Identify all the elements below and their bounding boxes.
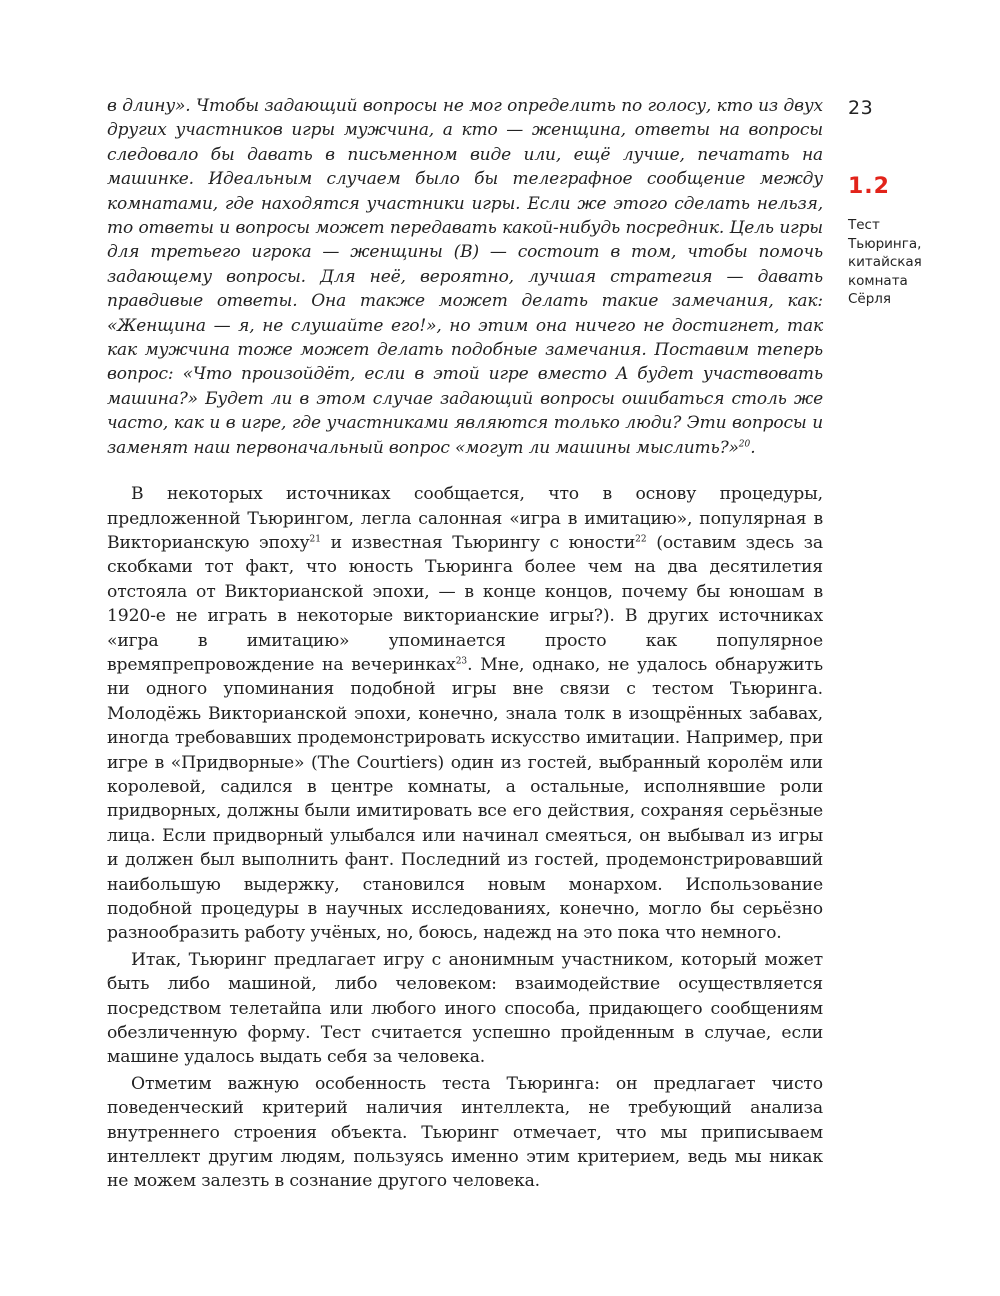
footnote-ref-20[interactable]: 20 [738, 439, 751, 450]
footnote-ref-23[interactable]: 23 [455, 656, 468, 667]
paragraph-anonymous-participant: Итак, Тьюринг предлагает игру с анонимным участником, который может быть либо машиной, либо человеком: взаимодействие осуществляется посредством телетайпа или любого иного способа, придающего сообщениям обезличенную форму. Тест считается успешно пройденным в случае, если машине удалось выдать себя за человека. [107, 949, 823, 1068]
paragraph-behavioral-criterion: Отметим важную особенность теста Тьюринга: он предлагает чисто поведенческий критерий наличия интеллекта, не требующий анализа внутреннего строения объекта. Тьюринг отмечает, что мы приписываем интеллект другим людям, пользуясь именно этим критерием, ведь мы никак не можем залезть в сознание другого человека. [107, 1073, 823, 1192]
margin-sidebar [848, 96, 958, 309]
footnote-ref-22[interactable]: 22 [635, 534, 647, 545]
paragraph-text: (оставим здесь за скобками тот факт, что юность Тьюринга более чем на два десятилетия отстояла от Викторианской эпохи, — в конце концов, почему бы юношам в 1920-е не играть в некоторые викторианские игры?). В других источниках «игра в имитацию» упоминается просто как популярное времяпрепровождение на вечеринках [107, 532, 824, 675]
paragraph-imitation-game-origins [107, 482, 823, 946]
section-number: 1.2 [848, 174, 890, 199]
paragraph-text: и известная Тьюрингу с юности [320, 532, 636, 553]
footnote-ref-21[interactable]: 21 [309, 534, 321, 545]
paragraph-text: В некоторых источниках сообщается, что в основу процедуры, предложенной Тьюрингом, легла салонная «игра в имитацию», популярная в Викторианскую эпоху [107, 484, 823, 553]
quote-end: . [750, 437, 756, 458]
turing-quote [107, 94, 823, 460]
page-number: 23 [848, 97, 874, 119]
quote-text: в длину». Чтобы задающий вопросы не мог определить по голосу, кто из двух других участников игры мужчина, а кто — женщина, ответы на вопросы следовало бы давать в письменном виде или, ещё лучше, печатать на машинке. Идеальным случаем было бы телеграфное сообщение между комнатами, где находятся участники игры. Если же этого сделать нельзя, то ответы и вопросы может передавать какой-нибудь посредник. Цель игры для третьего игрока — женщины (B) — состоит в том, чтобы помочь задающему вопросы. Для неё, вероятно, лучшая стратегия — давать правдивые ответы. Она также может делать такие замечания, как: «Женщина — я, не слушайте его!», но этим она ничего не достигнет, так как мужчина тоже может делать подобные замечания. Поставим теперь вопрос: «Что произойдёт, если в этой игре вместо A будет участвовать машина?» Будет ли в этом случае задающий вопросы ошибаться столь же часто, как и в игре, где участниками являются только люди? Эти вопросы и заменят наш первоначальный вопрос «могут ли машины мыслить?» [107, 96, 823, 458]
section-title: Тест Тьюринга, китайская комната Сёрля [848, 217, 922, 307]
paragraph-text: . Мне, однако, не удалось обнаружить ни одного упоминания подобной игры вне связи с тестом Тьюринга. Молодёжь Викторианской эпохи, конечно, знала толк в изощрённых забавах, иногда требовавших продемонстрировать искусство имитации. Например, при игре в «Придворные» (The Courtiers) один из гостей, выбранный королём или королевой, садился в центре комнаты, а остальные, исполнявшие роли придворных, должны были имитировать все его действия, сохраняя серьёзные лица. Если придворный улыбался или начинал смеяться, он выбывал из игры и должен был выполнить фант. Последний из гостей, продемонстрировавший наибольшую выдержку, становился новым монархом. Использование подобной процедуры в научных исследованиях, конечно, могло бы серьёзно разнообразить работу учёных, но, боюсь, надежд на это пока что немного. [107, 654, 823, 944]
main-text-column [107, 94, 823, 1194]
